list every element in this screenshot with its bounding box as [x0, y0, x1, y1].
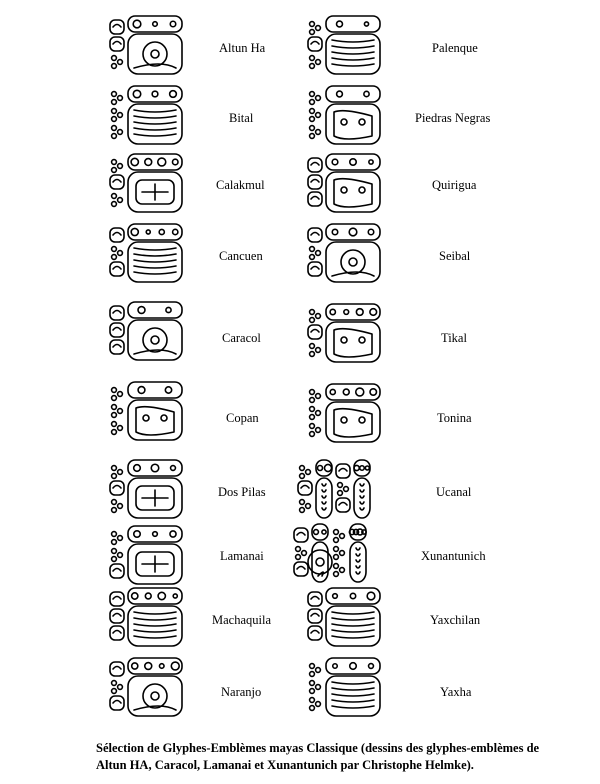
- lamanai-glyph-icon: [106, 522, 186, 588]
- dos-pilas-glyph-icon: [106, 456, 186, 522]
- bital-glyph-icon: [106, 82, 186, 148]
- caption-line-2: Altun HA, Caracol, Lamanai et Xunantunich par Christophe Helmke).: [96, 758, 474, 772]
- caption-line-1: Sélection de Glyphes-Emblèmes mayas Classique (dessins des glyphes-emblèmes de: [96, 741, 540, 755]
- glyph-label-quirigua: Quirigua: [432, 178, 477, 192]
- tikal-glyph-icon: [304, 300, 384, 366]
- altun-ha-glyph-icon: [106, 12, 186, 78]
- glyph-label-copan: Copan: [226, 411, 259, 425]
- glyph-label-yaxha: Yaxha: [440, 685, 472, 699]
- glyph-label-piedras-negras: Piedras Negras: [415, 111, 491, 125]
- tonina-glyph-icon: [304, 380, 384, 446]
- yaxha-glyph-icon: [304, 654, 384, 720]
- glyph-label-caracol: Caracol: [222, 331, 261, 345]
- cancuen-glyph-icon: [106, 220, 186, 286]
- figure-caption: [96, 740, 596, 774]
- calakmul-glyph-icon: [106, 150, 186, 216]
- glyph-label-machaquila: Machaquila: [212, 613, 272, 627]
- yaxchilan-glyph-icon: [304, 584, 384, 650]
- glyph-label-yaxchilan: Yaxchilan: [430, 613, 481, 627]
- piedras-negras-glyph-icon: [304, 82, 384, 148]
- palenque-glyph-icon: [304, 12, 384, 78]
- glyph-label-palenque: Palenque: [432, 41, 478, 55]
- glyph-label-calakmul: Calakmul: [216, 178, 265, 192]
- ucanal-glyph-icon: [294, 456, 374, 522]
- glyph-label-ucanal: Ucanal: [436, 485, 472, 499]
- glyph-label-cancuen: Cancuen: [219, 249, 263, 263]
- copan-glyph-icon: [106, 378, 186, 444]
- machaquila-glyph-icon: [106, 584, 186, 650]
- glyph-label-naranjo: Naranjo: [221, 685, 262, 699]
- glyph-label-dos-pilas: Dos Pilas: [218, 485, 266, 499]
- glyph-label-lamanai: Lamanai: [220, 549, 264, 563]
- caracol-glyph-icon: [106, 298, 186, 364]
- quirigua-glyph-icon: [304, 150, 384, 216]
- naranjo-glyph-icon: [106, 654, 186, 720]
- glyph-label-seibal: Seibal: [439, 249, 471, 263]
- glyph-label-xunantunich: Xunantunich: [421, 549, 486, 563]
- glyph-label-tonina: Tonina: [437, 411, 472, 425]
- glyph-label-tikal: Tikal: [441, 331, 467, 345]
- xunantunich-glyph-icon: [290, 520, 370, 586]
- glyph-label-bital: Bital: [229, 111, 254, 125]
- glyph-label-altun-ha: Altun Ha: [219, 41, 266, 55]
- seibal-glyph-icon: [304, 220, 384, 286]
